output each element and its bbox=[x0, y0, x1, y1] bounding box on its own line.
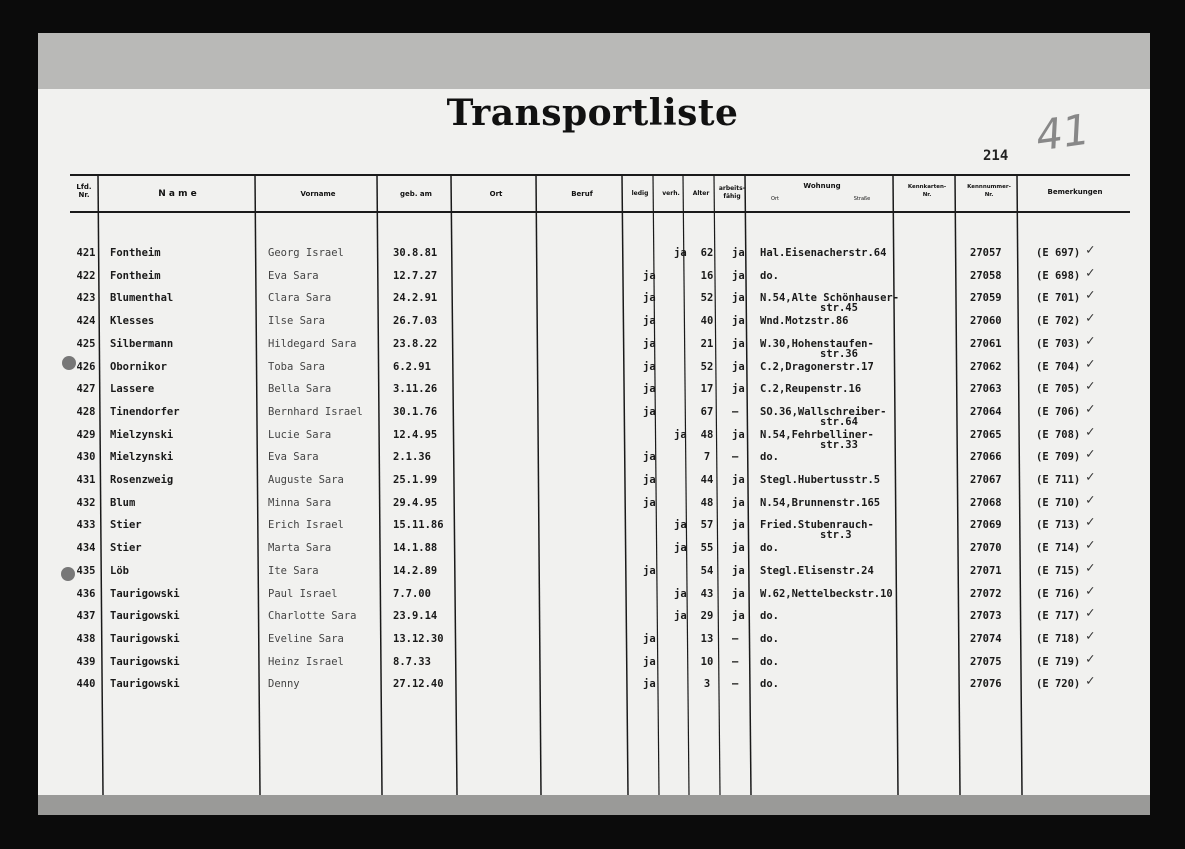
row-wohnung: Fried.Stubenrauch- bbox=[760, 519, 874, 532]
row-arbeitsfaehig: – bbox=[732, 632, 739, 645]
row-arbeitsfaehig: ja bbox=[732, 610, 745, 623]
row-ledig: ja bbox=[643, 451, 656, 464]
row-name: Löb bbox=[110, 564, 129, 577]
row-nr: 425 bbox=[76, 337, 96, 350]
row-vorname: Lucie Sara bbox=[268, 428, 332, 441]
row-bemerkungen: (E 705) bbox=[1036, 383, 1081, 396]
row-kennnummer: 27061 bbox=[970, 337, 1002, 350]
header-alter: Alter bbox=[692, 190, 710, 197]
header-ledig: ledig bbox=[631, 190, 649, 197]
row-nr: 439 bbox=[76, 655, 96, 668]
row-nr: 440 bbox=[76, 678, 96, 691]
page-title: Transportliste bbox=[446, 92, 739, 134]
row-arbeitsfaehig: ja bbox=[732, 564, 745, 577]
row-bemerkungen: (E 717) bbox=[1036, 610, 1081, 623]
row-name: Taurigowski bbox=[110, 678, 180, 691]
row-verh: ja bbox=[674, 519, 687, 532]
row-verh: ja bbox=[674, 542, 687, 555]
check-mark-icon: ✓ bbox=[1086, 537, 1095, 554]
row-nr: 427 bbox=[76, 383, 96, 396]
row-ledig: ja bbox=[643, 292, 656, 305]
header-name: N a m e bbox=[158, 189, 197, 199]
check-mark-icon: ✓ bbox=[1086, 355, 1095, 372]
row-geb-am: 12.4.95 bbox=[393, 428, 438, 441]
row-nr: 432 bbox=[76, 496, 96, 509]
row-geb-am: 23.9.14 bbox=[393, 610, 438, 623]
header-arbeitsfaehig: arbeits- fähig bbox=[718, 185, 746, 200]
row-wohnung-cont: str.33 bbox=[820, 438, 858, 451]
row-vorname: Charlotte Sara bbox=[268, 610, 357, 623]
row-bemerkungen: (E 702) bbox=[1036, 315, 1081, 328]
row-vorname: Eva Sara bbox=[268, 451, 319, 464]
row-arbeitsfaehig: ja bbox=[732, 587, 745, 600]
row-wohnung: SO.36,Wallschreiber- bbox=[760, 405, 887, 418]
punch-hole bbox=[61, 567, 75, 581]
row-geb-am: 7.7.00 bbox=[393, 587, 431, 600]
row-bemerkungen: (E 714) bbox=[1036, 542, 1081, 555]
check-mark-icon: ✓ bbox=[1086, 605, 1095, 622]
row-kennnummer: 27064 bbox=[970, 405, 1002, 418]
row-wohnung: do. bbox=[760, 269, 779, 282]
row-nr: 424 bbox=[76, 315, 96, 328]
check-mark-icon: ✓ bbox=[1086, 514, 1095, 531]
check-mark-icon: ✓ bbox=[1086, 559, 1095, 576]
row-bemerkungen: (E 716) bbox=[1036, 587, 1081, 600]
row-kennnummer: 27062 bbox=[970, 360, 1002, 373]
row-wohnung: N.54,Fehrbelliner- bbox=[760, 428, 874, 441]
row-kennnummer: 27057 bbox=[970, 247, 1002, 259]
row-wohnung-cont: str.64 bbox=[820, 415, 858, 428]
row-wohnung: N.54,Brunnenstr.165 bbox=[760, 496, 881, 509]
row-vorname: Bella Sara bbox=[268, 383, 332, 396]
header-bemerkungen: Bemerkungen bbox=[1047, 188, 1103, 196]
row-alter: 67 bbox=[700, 405, 714, 418]
row-nr: 436 bbox=[76, 587, 96, 600]
check-mark-icon: ✓ bbox=[1086, 423, 1095, 440]
row-bemerkungen: (E 709) bbox=[1036, 451, 1081, 464]
row-vorname: Minna Sara bbox=[268, 496, 332, 509]
check-mark-icon: ✓ bbox=[1086, 242, 1095, 258]
row-kennnummer: 27063 bbox=[970, 383, 1002, 396]
row-geb-am: 24.2.91 bbox=[393, 292, 438, 305]
row-kennnummer: 27065 bbox=[970, 428, 1002, 441]
row-nr: 426 bbox=[76, 360, 96, 373]
row-wohnung: do. bbox=[760, 632, 779, 645]
row-vorname: Clara Sara bbox=[268, 292, 332, 305]
row-geb-am: 14.2.89 bbox=[393, 564, 438, 577]
row-kennnummer: 27067 bbox=[970, 474, 1002, 486]
row-kennnummer: 27069 bbox=[970, 519, 1002, 532]
row-arbeitsfaehig: ja bbox=[732, 383, 745, 396]
row-arbeitsfaehig: – bbox=[732, 655, 739, 668]
row-kennnummer: 27066 bbox=[970, 451, 1002, 464]
row-name: Fontheim bbox=[110, 247, 161, 259]
row-arbeitsfaehig: ja bbox=[732, 269, 745, 282]
row-geb-am: 3.11.26 bbox=[393, 383, 438, 396]
row-alter: 13 bbox=[700, 632, 714, 645]
row-nr: 435 bbox=[76, 564, 96, 577]
check-mark-icon: ✓ bbox=[1086, 264, 1095, 281]
row-name: Taurigowski bbox=[110, 610, 180, 623]
check-mark-icon: ✓ bbox=[1086, 469, 1095, 485]
row-name: Blum bbox=[110, 496, 136, 509]
row-alter: 52 bbox=[700, 360, 714, 373]
row-kennnummer: 27058 bbox=[970, 269, 1002, 282]
row-ledig: ja bbox=[643, 632, 656, 645]
check-mark-icon: ✓ bbox=[1086, 673, 1095, 690]
row-nr: 434 bbox=[76, 542, 96, 555]
row-geb-am: 12.7.27 bbox=[393, 269, 438, 282]
row-wohnung: W.30,Hohenstaufen- bbox=[760, 337, 874, 350]
row-arbeitsfaehig: ja bbox=[732, 315, 745, 328]
row-bemerkungen: (E 715) bbox=[1036, 564, 1081, 577]
row-wohnung-cont: str.36 bbox=[820, 347, 858, 360]
row-ledig: ja bbox=[643, 655, 656, 668]
row-vorname: Eveline Sara bbox=[268, 632, 344, 645]
row-vorname: Auguste Sara bbox=[268, 474, 344, 486]
row-wohnung-cont: str.3 bbox=[820, 529, 852, 542]
row-nr: 433 bbox=[76, 519, 96, 532]
row-bemerkungen: (E 711) bbox=[1036, 474, 1081, 486]
row-nr: 437 bbox=[76, 610, 96, 623]
check-mark-icon: ✓ bbox=[1086, 310, 1095, 327]
row-alter: 16 bbox=[700, 269, 714, 282]
row-bemerkungen: (E 701) bbox=[1036, 292, 1081, 305]
row-geb-am: 13.12.30 bbox=[393, 632, 444, 645]
row-name: Blumenthal bbox=[110, 292, 174, 305]
row-name: Tinendorfer bbox=[110, 405, 180, 418]
row-ledig: ja bbox=[643, 315, 656, 328]
row-arbeitsfaehig: ja bbox=[732, 247, 745, 259]
header-beruf: Beruf bbox=[571, 190, 593, 198]
row-vorname: Eva Sara bbox=[268, 269, 319, 282]
row-name: Mielzynski bbox=[110, 451, 174, 464]
row-wohnung: W.62,Nettelbeckstr.10 bbox=[760, 587, 893, 600]
row-wohnung: do. bbox=[760, 451, 779, 464]
row-ledig: ja bbox=[643, 269, 656, 282]
row-wohnung: Hal.Eisenacherstr.64 bbox=[760, 247, 887, 259]
header-kennnummer-nr: Kennnummer- Nr. bbox=[967, 184, 1011, 198]
check-mark-icon: ✓ bbox=[1086, 332, 1095, 349]
row-vorname: Bernhard Israel bbox=[268, 405, 363, 418]
row-arbeitsfaehig: ja bbox=[732, 496, 745, 509]
row-kennnummer: 27070 bbox=[970, 542, 1002, 555]
row-name: Rosenzweig bbox=[110, 474, 174, 486]
row-ledig: ja bbox=[643, 383, 656, 396]
header-wohnung-strasse: Straße bbox=[853, 196, 871, 202]
row-bemerkungen: (E 703) bbox=[1036, 337, 1081, 350]
row-arbeitsfaehig: ja bbox=[732, 428, 745, 441]
row-verh: ja bbox=[674, 610, 687, 623]
row-alter: 55 bbox=[700, 542, 714, 555]
row-alter: 44 bbox=[700, 474, 714, 486]
row-verh: ja bbox=[674, 587, 687, 600]
header-vorname: Vorname bbox=[300, 190, 336, 198]
check-mark-icon: ✓ bbox=[1086, 627, 1095, 644]
row-alter: 7 bbox=[703, 451, 711, 464]
row-bemerkungen: (E 710) bbox=[1036, 496, 1081, 509]
row-name: Fontheim bbox=[110, 269, 161, 282]
row-vorname: Ilse Sara bbox=[268, 315, 325, 328]
check-mark-icon: ✓ bbox=[1086, 400, 1095, 417]
row-arbeitsfaehig: – bbox=[732, 405, 739, 418]
row-kennnummer: 27060 bbox=[970, 315, 1002, 328]
row-vorname: Ite Sara bbox=[268, 564, 319, 577]
check-mark-icon: ✓ bbox=[1086, 491, 1095, 508]
row-geb-am: 25.1.99 bbox=[393, 474, 438, 486]
row-geb-am: 8.7.33 bbox=[393, 655, 431, 668]
header-wohnung: Wohnung bbox=[803, 182, 841, 190]
row-alter: 40 bbox=[700, 315, 714, 328]
row-vorname: Denny bbox=[268, 678, 300, 691]
header-verh: verh. bbox=[662, 190, 680, 197]
row-vorname: Toba Sara bbox=[268, 360, 325, 373]
row-alter: 48 bbox=[700, 496, 714, 509]
row-alter: 43 bbox=[700, 587, 714, 600]
row-alter: 48 bbox=[700, 428, 714, 441]
row-ledig: ja bbox=[643, 405, 656, 418]
header-ort: Ort bbox=[489, 190, 503, 198]
header-wohnung-ort: Ort bbox=[771, 196, 779, 202]
row-wohnung: do. bbox=[760, 678, 779, 691]
row-name: Stier bbox=[110, 542, 142, 555]
row-alter: 17 bbox=[700, 383, 714, 396]
row-bemerkungen: (E 697) bbox=[1036, 247, 1081, 259]
row-kennnummer: 27076 bbox=[970, 678, 1002, 691]
header-lfd-nr: Lfd. Nr. bbox=[76, 183, 92, 199]
header-geb-am: geb. am bbox=[400, 190, 432, 198]
row-verh: ja bbox=[674, 428, 687, 441]
row-nr: 428 bbox=[76, 405, 96, 418]
row-name: Mielzynski bbox=[110, 428, 174, 441]
row-vorname: Georg Israel bbox=[268, 247, 344, 259]
check-mark-icon: ✓ bbox=[1086, 582, 1095, 599]
row-verh: ja bbox=[674, 247, 687, 259]
row-alter: 21 bbox=[700, 337, 714, 350]
row-alter: 54 bbox=[700, 564, 714, 577]
row-bemerkungen: (E 706) bbox=[1036, 405, 1081, 418]
row-vorname: Hildegard Sara bbox=[268, 337, 357, 350]
row-geb-am: 29.4.95 bbox=[393, 496, 438, 509]
row-alter: 29 bbox=[700, 610, 714, 623]
row-alter: 3 bbox=[703, 678, 711, 691]
row-alter: 10 bbox=[700, 655, 714, 668]
row-vorname: Paul Israel bbox=[268, 587, 338, 600]
row-ledig: ja bbox=[643, 360, 656, 373]
row-name: Stier bbox=[110, 519, 142, 532]
row-geb-am: 30.1.76 bbox=[393, 405, 438, 418]
row-arbeitsfaehig: – bbox=[732, 678, 739, 691]
row-nr: 423 bbox=[76, 292, 96, 305]
row-geb-am: 2.1.36 bbox=[393, 451, 431, 464]
row-nr: 430 bbox=[76, 451, 96, 464]
row-wohnung: do. bbox=[760, 542, 779, 555]
row-kennnummer: 27074 bbox=[970, 632, 1002, 645]
row-wohnung: N.54,Alte Schönhauser- bbox=[760, 292, 900, 305]
row-name: Taurigowski bbox=[110, 632, 180, 645]
row-wohnung-cont: str.45 bbox=[820, 302, 858, 315]
page-number: 214 bbox=[983, 148, 1009, 164]
row-nr: 431 bbox=[76, 474, 96, 486]
row-bemerkungen: (E 718) bbox=[1036, 632, 1081, 645]
row-arbeitsfaehig: ja bbox=[732, 360, 745, 373]
row-wohnung: C.2,Dragonerstr.17 bbox=[760, 360, 874, 373]
row-kennnummer: 27072 bbox=[970, 587, 1002, 600]
row-bemerkungen: (E 720) bbox=[1036, 678, 1081, 691]
pencil-page-number: 41 bbox=[1032, 104, 1093, 161]
row-ledig: ja bbox=[643, 474, 656, 486]
row-name: Taurigowski bbox=[110, 655, 180, 668]
row-kennnummer: 27059 bbox=[970, 292, 1002, 305]
row-kennnummer: 27068 bbox=[970, 496, 1002, 509]
row-bemerkungen: (E 704) bbox=[1036, 360, 1081, 373]
row-geb-am: 23.8.22 bbox=[393, 337, 438, 350]
row-arbeitsfaehig: ja bbox=[732, 292, 745, 305]
row-ledig: ja bbox=[643, 678, 656, 691]
row-kennnummer: 27071 bbox=[970, 564, 1002, 577]
check-mark-icon: ✓ bbox=[1086, 287, 1095, 304]
row-geb-am: 26.7.03 bbox=[393, 315, 438, 328]
row-nr: 438 bbox=[76, 632, 96, 645]
row-ledig: ja bbox=[643, 337, 656, 350]
row-arbeitsfaehig: ja bbox=[732, 519, 745, 532]
row-geb-am: 27.12.40 bbox=[393, 678, 444, 691]
row-kennnummer: 27075 bbox=[970, 655, 1002, 668]
row-bemerkungen: (E 708) bbox=[1036, 428, 1081, 441]
row-geb-am: 30.8.81 bbox=[393, 247, 438, 259]
row-vorname: Heinz Israel bbox=[268, 655, 344, 668]
row-wohnung: Stegl.Hubertusstr.5 bbox=[760, 474, 881, 486]
row-nr: 421 bbox=[76, 247, 96, 259]
row-nr: 429 bbox=[76, 428, 96, 441]
row-kennnummer: 27073 bbox=[970, 610, 1002, 623]
row-arbeitsfaehig: ja bbox=[732, 542, 745, 555]
header-kennkarten-nr: Kennkarten- Nr. bbox=[907, 184, 947, 198]
check-mark-icon: ✓ bbox=[1086, 650, 1095, 667]
row-ledig: ja bbox=[643, 496, 656, 509]
row-geb-am: 15.11.86 bbox=[393, 519, 444, 532]
row-vorname: Marta Sara bbox=[268, 542, 332, 555]
row-name: Taurigowski bbox=[110, 587, 180, 600]
row-wohnung: C.2,Reupenstr.16 bbox=[760, 383, 862, 396]
row-bemerkungen: (E 713) bbox=[1036, 519, 1081, 532]
row-geb-am: 6.2.91 bbox=[393, 360, 431, 373]
row-name: Lassere bbox=[110, 383, 155, 396]
row-arbeitsfaehig: – bbox=[732, 451, 739, 464]
row-bemerkungen: (E 698) bbox=[1036, 269, 1081, 282]
row-alter: 62 bbox=[700, 247, 714, 259]
row-alter: 52 bbox=[700, 292, 714, 305]
row-name: Klesses bbox=[110, 315, 155, 328]
row-wohnung: do. bbox=[760, 610, 779, 623]
check-mark-icon: ✓ bbox=[1086, 378, 1095, 395]
row-wohnung: Stegl.Elisenstr.24 bbox=[760, 564, 874, 577]
row-alter: 57 bbox=[700, 519, 714, 532]
row-wohnung: Wnd.Motzstr.86 bbox=[760, 315, 849, 328]
row-arbeitsfaehig: ja bbox=[732, 337, 745, 350]
row-nr: 422 bbox=[76, 269, 96, 282]
row-wohnung: do. bbox=[760, 655, 779, 668]
check-mark-icon: ✓ bbox=[1086, 446, 1095, 463]
row-geb-am: 14.1.88 bbox=[393, 542, 438, 555]
row-ledig: ja bbox=[643, 564, 656, 577]
row-bemerkungen: (E 719) bbox=[1036, 655, 1081, 668]
row-name: Obornikor bbox=[110, 360, 167, 373]
row-vorname: Erich Israel bbox=[268, 519, 344, 532]
row-name: Silbermann bbox=[110, 337, 174, 350]
row-arbeitsfaehig: ja bbox=[732, 474, 745, 486]
